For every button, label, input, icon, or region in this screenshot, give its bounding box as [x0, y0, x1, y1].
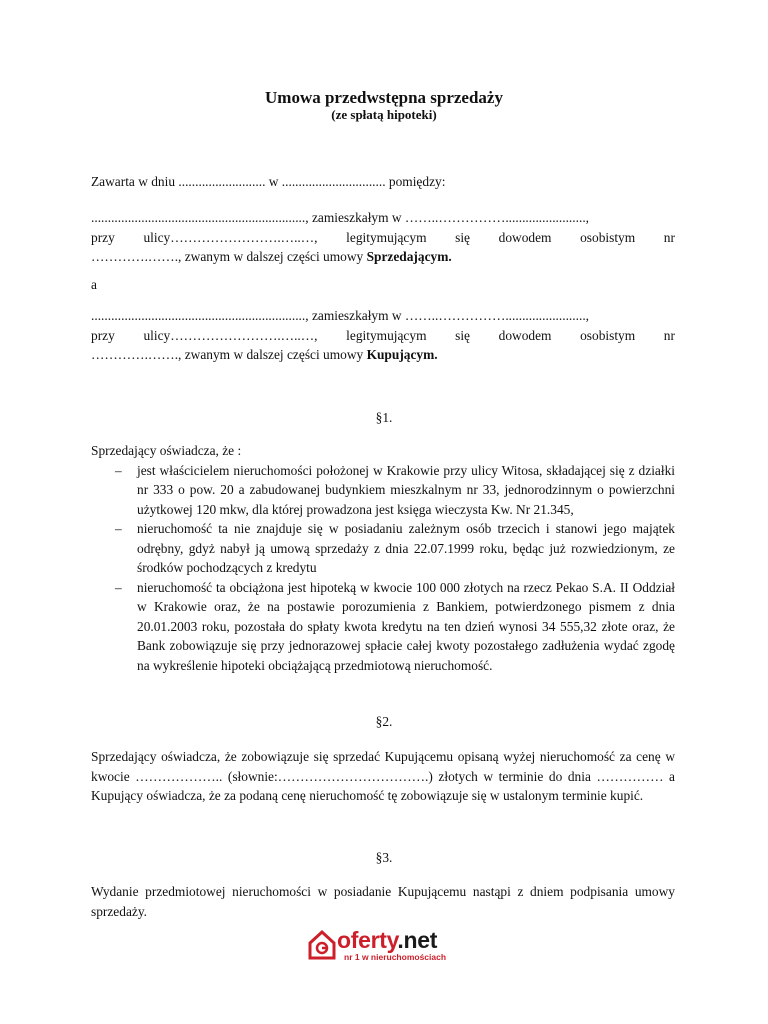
seller-line-3-text: ………….……., zwanym w dalszej części umowy	[91, 249, 367, 264]
list-item	[91, 461, 675, 520]
conjunction-text: a	[91, 277, 97, 292]
buyer-word: osobistym	[580, 327, 636, 343]
buyer-word: ulicy…………………….…..…,	[143, 327, 318, 343]
logo-tld: .net	[397, 927, 438, 953]
logo-tagline: nr 1 w nieruchomościach	[344, 952, 447, 962]
list-item-text: nieruchomość ta nie znajduje się w posiadaniu zależnym osób trzecich i stanowi jego majątek odrębny, gdyż nabył ją umową sprzedaży z dnia 22.07.1999 roku, będąc już rozwiedzionym, ze środków pochodzących z kredytu	[137, 521, 675, 575]
list-item-text: jest właścicielem nieruchomości położonej w Krakowie przy ulicy Witosa, składającej się z działki nr 333 o pow. 20 a zabudowanej budynkiem mieszkalnym nr 33, jednorodzinnym o powierzchni użytkowej 120 mkw, dla której prowadzona jest księga wieczysta Kw. Nr 21.345,	[137, 462, 675, 517]
seller-block	[91, 208, 675, 267]
seller-line-3	[91, 247, 675, 267]
logo-brand: oferty	[337, 927, 398, 953]
oferty-logo	[307, 927, 467, 967]
buyer-line-3-text: ………….……., zwanym w dalszej części umowy	[91, 347, 367, 362]
buyer-line-2	[91, 326, 675, 346]
buyer-word: się	[455, 327, 470, 343]
seller-word: dowodem	[498, 229, 552, 245]
buyer-word: dowodem	[498, 327, 552, 343]
seller-line-1: ................................................................, zamieszkałym w ……..……………........................,	[91, 210, 590, 225]
dash-bullet: –	[115, 462, 122, 478]
list-item	[91, 519, 675, 578]
buyer-block	[91, 306, 675, 365]
seller-line-2	[91, 228, 675, 248]
intro-line: Zawarta w dniu .......................... w ............................... pomiędzy:	[91, 174, 446, 189]
logo-wordmark	[337, 927, 437, 954]
buyer-role: Kupującym.	[366, 347, 438, 362]
dash-bullet: –	[115, 521, 122, 536]
buyer-word: przy	[91, 327, 115, 343]
section-2-paragraph: Sprzedający oświadcza, że zobowiązuje się sprzedać Kupującemu opisaną wyżej nieruchomość za cenę w kwocie ……………….. (słownie:…………………………….) złotych w terminie do dnia …………… a Kupujący oświadcza, że za podaną cenę nieruchomość tę zobowiązuje się w ustalonym terminie kupić.	[91, 749, 675, 803]
buyer-word: nr	[663, 327, 675, 343]
buyer-word: legitymującym	[346, 327, 427, 343]
seller-role: Sprzedającym.	[366, 249, 452, 264]
section-3-paragraph: Wydanie przedmiotowej nieruchomości w posiadanie Kupującemu nastąpi z dniem podpisania umowy sprzedaży.	[91, 884, 675, 919]
list-item-text: nieruchomość ta obciążona jest hipoteką w kwocie 100 000 złotych na rzecz Pekao S.A. II Oddział w Krakowie oraz, że na postawie porozumienia z Bankiem, potwierdzonego pismem z dnia 20.01.2003 roku, pozostała do spłaty kwota kredytu na ten dzień wynosi 34 555,32 złote oraz, że Bank zobowiązuje się przy jednorazowej spłacie całej kwoty pozostałego zadłużenia wydać zgodę na wykreślenie hipoteki obciążającą przedmiotową nieruchomość.	[137, 579, 675, 673]
section-1-heading: §1.	[375, 410, 393, 425]
document-subtitle: (ze spłatą hipoteki)	[331, 107, 437, 122]
seller-word: nr	[663, 229, 675, 245]
dash-bullet: –	[115, 579, 122, 595]
list-item	[91, 578, 675, 676]
section-1-body	[91, 441, 675, 675]
section-3-heading: §3.	[375, 850, 393, 865]
document-title: Umowa przedwstępna sprzedaży	[265, 88, 503, 107]
intro-paragraph	[91, 172, 675, 192]
seller-word: przy	[91, 229, 115, 245]
seller-word: legitymującym	[346, 229, 427, 245]
section-1-lead: Sprzedający oświadcza, że :	[91, 443, 242, 458]
seller-word: się	[455, 229, 470, 245]
section-1-list	[91, 461, 675, 676]
section-2-heading: §2.	[375, 714, 393, 729]
buyer-line-3	[91, 345, 675, 365]
seller-word: ulicy…………………….…..…,	[143, 229, 318, 245]
conjunction	[91, 275, 675, 295]
buyer-line-1: ................................................................, zamieszkałym w ……..……………........................,	[91, 308, 590, 323]
seller-word: osobistym	[580, 229, 636, 245]
house-icon	[307, 929, 337, 961]
